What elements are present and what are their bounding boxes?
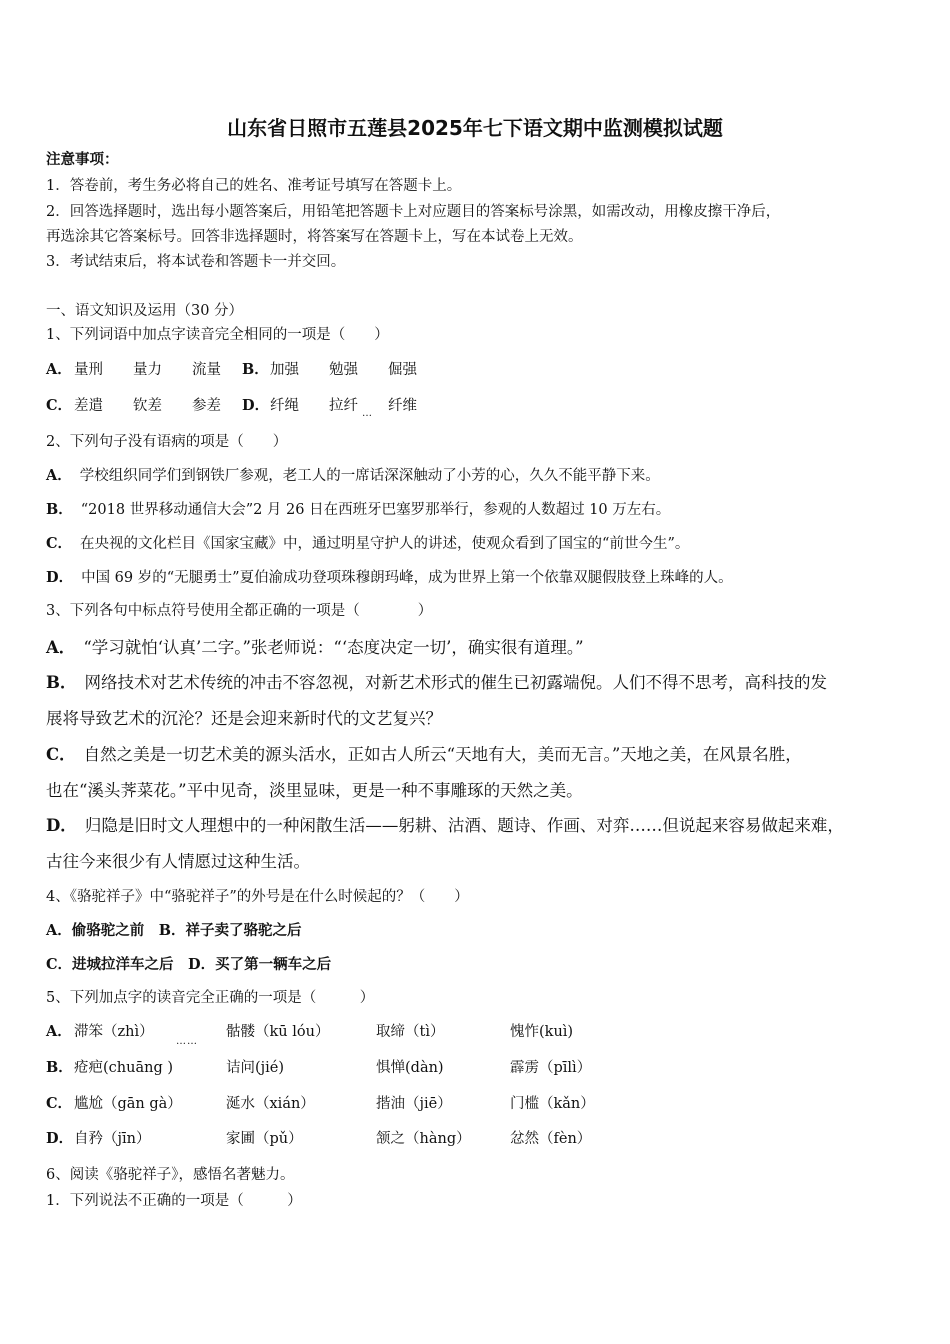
question-1-stem: 1、下列词语中加点字读音完全相同的一项是（ ） [46, 327, 389, 343]
option-word: 差遣 [74, 398, 103, 414]
option-cell: 门槛（kǎn） [510, 1096, 595, 1112]
option-word: 倔强 [388, 362, 417, 378]
option-word: 量刑 [74, 362, 103, 378]
option-text: “学习就怕‘认真’二字。”张老师说：“‘态度决定一切’，确实很有道理。” [83, 638, 584, 657]
option-label: D． [46, 1130, 74, 1147]
option-word: 参差 [192, 398, 221, 414]
option-label: C． [46, 397, 73, 414]
q3-line [46, 816, 844, 836]
option-label: D． [46, 816, 77, 835]
option-cell: 骷髅（kū lóu） [226, 1024, 330, 1040]
option-label: A． [46, 1023, 72, 1040]
option-cell: 自矜（jīn） [74, 1131, 151, 1147]
notice-item: 2．回答选择题时，选出每小题答案后，用铅笔把答题卡上对应题目的答案标号涂黑，如需改动，用橡皮擦干净后， [46, 204, 781, 220]
option-label: C． [46, 745, 76, 764]
question-2-stem: 2、下列句子没有语病的项是（ ） [46, 434, 288, 450]
notice-heading: 注意事项： [46, 151, 119, 168]
option-label: A． [46, 638, 76, 657]
q2-option [46, 466, 660, 486]
option-text: 中国 69 岁的“无腿勇士”夏伯渝成功登项珠穆朗玛峰，成为世界上第一个依靠双腿假肢登上珠峰的人。 [81, 570, 733, 586]
page-title: 山东省日照市五莲县2025年七下语文期中监测模拟试题 [227, 116, 723, 140]
q2-option [46, 500, 670, 520]
q3-line: 古往今来很少有人情愿过这种生活。 [46, 852, 310, 871]
option-label: A． [46, 361, 72, 378]
option-cell: 取缔（tì） [376, 1024, 445, 1040]
notice-item: 再选涂其它答案标号。回答非选择题时，将答案写在答题卡上，写在本试卷上无效。 [46, 229, 583, 245]
option-word: 纤维 [388, 398, 417, 414]
question-4-stem: 4、《骆驼祥子》中“骆驼祥子”的外号是在什么时候起的？（ ） [46, 889, 469, 905]
option-label: C． [46, 535, 73, 552]
option-cell: 颔之（hàng） [376, 1131, 471, 1147]
option-text: 学校组织同学们到钢铁厂参观，老工人的一席话深深触动了小芳的心，久久不能平静下来。 [79, 468, 660, 484]
q2-option [46, 534, 689, 554]
option-cell: 愧怍(kuì) [510, 1024, 574, 1040]
option-cell: 诘问(jié) [226, 1060, 285, 1076]
question-3-stem: 3、下列各句中标点符号使用全都正确的一项是（ ） [46, 603, 433, 619]
option-text: 归隐是旧时文人理想中的一种闲散生活——躬耕、沽酒、题诗、作画、对弈……但说起来容易做起来难， [84, 816, 844, 835]
notice-item: 3．考试结束后，将本试卷和答题卡一并交回。 [46, 254, 346, 270]
q3-line [46, 745, 802, 765]
option-word: 纤绳 [270, 398, 299, 414]
q4-options-row: C．进城拉洋车之后 D．买了第一辆车之后 [46, 956, 332, 973]
option-cell: 疮疤(chuāng ) [74, 1060, 173, 1076]
option-word: 钦差 [133, 398, 162, 414]
question-6-sub-1: 1．下列说法不正确的一项是（ ） [46, 1193, 302, 1209]
option-word: 拉纤 [329, 398, 358, 414]
option-label: B． [46, 673, 77, 692]
option-cell: 尴尬（gān gà） [74, 1096, 182, 1112]
option-label: D． [242, 397, 270, 414]
question-5-stem: 5、下列加点字的读音完全正确的一项是（ ） [46, 990, 375, 1006]
q3-line: 也在“溪头荠菜花。”平中见奇，淡里显味，更是一种不事雕琢的天然之美。 [46, 781, 583, 800]
question-6-stem: 6、阅读《骆驼祥子》，感悟名著魅力。 [46, 1167, 295, 1183]
option-word: 加强 [270, 362, 299, 378]
emphasis-dots: …… [176, 1036, 198, 1047]
option-cell: 揩油（jiē） [376, 1096, 452, 1112]
option-label: B． [46, 1059, 73, 1076]
option-cell: 忿然（fèn） [510, 1131, 592, 1147]
option-label: C． [46, 1095, 73, 1112]
option-cell: 涎水（xián） [226, 1096, 315, 1112]
option-label: D． [46, 569, 74, 586]
option-cell: 霹雳（pīlì） [510, 1060, 592, 1076]
section-heading: 一、语文知识及运用（30 分） [46, 303, 244, 319]
option-label: A． [46, 467, 72, 484]
q4-options-row: A．偷骆驼之前 B．祥子卖了骆驼之后 [46, 922, 302, 939]
option-word: 量力 [133, 362, 162, 378]
option-text: 在央视的文化栏目《国家宝藏》中，通过明星守护人的讲述，使观众看到了国宝的“前世今生”。 [80, 536, 690, 552]
q2-option [46, 568, 733, 588]
option-label: B． [242, 361, 269, 378]
option-label: B． [46, 501, 73, 518]
option-cell: 家圃（pǔ） [226, 1131, 303, 1147]
q3-line [46, 638, 584, 658]
option-word: 流量 [192, 362, 221, 378]
option-cell: 滞笨（zhì） [74, 1024, 154, 1040]
notice-item: 1．答卷前，考生务必将自己的姓名、准考证号填写在答题卡上。 [46, 178, 462, 194]
q3-line [46, 673, 827, 693]
q3-line: 展将导致艺术的沉沦？还是会迎来新时代的文艺复兴？ [46, 709, 442, 728]
option-text: “2018 世界移动通信大会”2 月 26 日在西班牙巴塞罗那举行，参观的人数超过 10 万左右。 [80, 502, 671, 518]
option-text: 网络技术对艺术传统的冲击不容忽视，对新艺术形式的催生已初露端倪。人们不得不思考，高科技的发 [84, 673, 827, 692]
emphasis-dots: … [362, 408, 373, 419]
option-text: 自然之美是一切艺术美的源头活水，正如古人所云“天地有大，美而无言。”天地之美，在风景名胜， [83, 745, 802, 764]
option-word: 勉强 [329, 362, 358, 378]
option-cell: 惧惮(dàn) [376, 1060, 444, 1076]
